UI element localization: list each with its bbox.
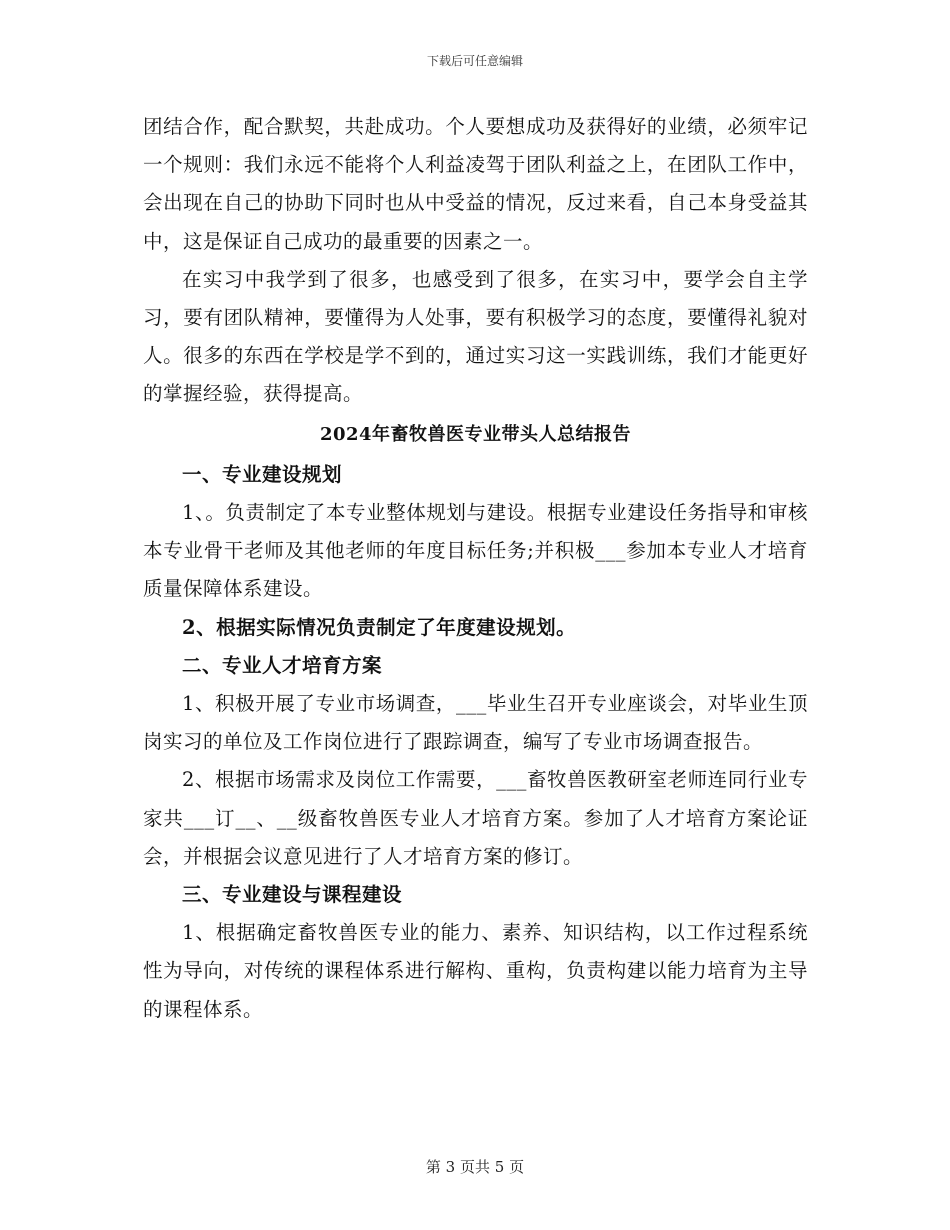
section-heading-2: 二、专业人才培育方案 [182,653,383,677]
paragraph-training-plan: 2、根据市场需求及岗位工作需要，___畜牧兽医教研室老师连同行业专家共___订__、__级畜牧兽医专业人才培育方案。参加了人才培育方案论证会，并根据会议意见进行了人才培育方案的修订。 [143,768,808,868]
paragraph-curriculum: 1、根据确定畜牧兽医专业的能力、素养、知识结构，以工作过程系统性为导向，对传统的课程体系进行解构、重构，负责构建以能力培育为主导的课程体系。 [143,921,808,1021]
bold-item-annual-plan: 2、根据实际情况负责制定了年度建设规划。 [182,615,577,639]
section-heading-1: 一、专业建设规划 [182,462,343,486]
page-header: 下载后可任意编辑 [426,54,523,68]
page-footer: 第 3 页共 5 页 [425,1158,525,1176]
section-heading-3: 三、专业建设与课程建设 [182,883,403,907]
paragraph-market-survey: 1、积极开展了专业市场调查，___毕业生召开专业座谈会，对毕业生顶岗实习的单位及工作岗位进行了跟踪调查，编写了专业市场调查报告。 [143,692,808,754]
report-title: 2024年畜牧兽医专业带头人总结报告 [319,423,632,445]
paragraph-teamwork: 团结合作，配合默契，共赴成功。个人要想成功及获得好的业绩，必须牢记一个规则：我们永远不能将个人利益凌驾于团队利益之上，在团队工作中，会出现在自己的协助下同时也从中受益的情况，反过来看，自己本身受益其中，这是保证自己成功的最重要的因素之一。 [143,115,808,253]
paragraph-internship: 在实习中我学到了很多，也感受到了很多，在实习中，要学会自主学习，要有团队精神，要懂得为人处事，要有积极学习的态度，要懂得礼貌对人。很多的东西在学校是学不到的，通过实习这一实践训练，我们才能更好的掌握经验，获得提高。 [143,267,808,406]
paragraph-planning: 1、。负责制定了本专业整体规划与建设。根据专业建设任务指导和审核本专业骨干老师及其他老师的年度目标任务;并积极___参加本专业人才培育质量保障体系建设。 [143,501,808,601]
document-body [143,108,808,1029]
